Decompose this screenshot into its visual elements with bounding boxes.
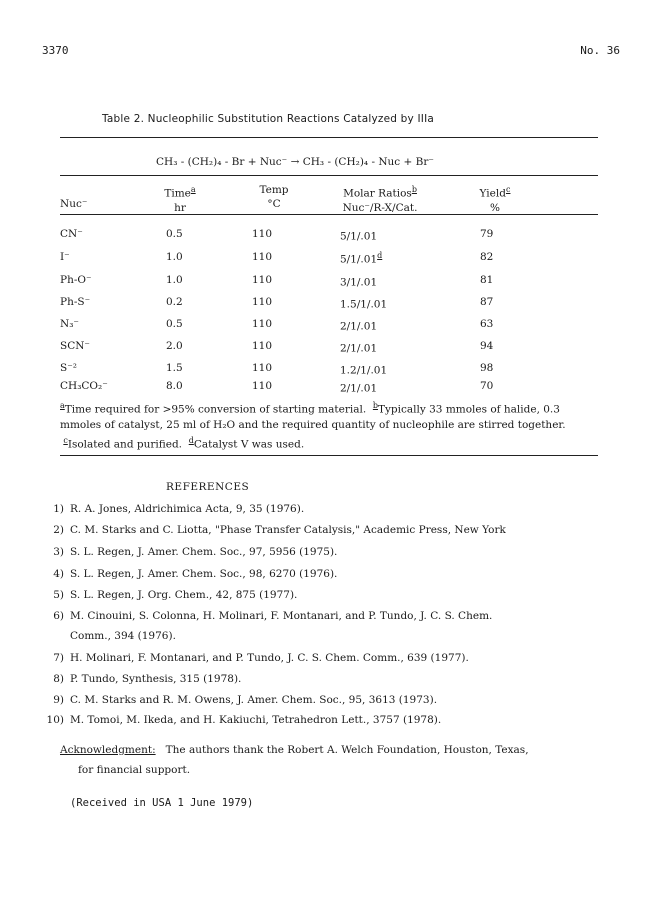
page-number: 3370: [42, 44, 69, 57]
acknowledgment: [60, 740, 620, 780]
reference-item: 10) M. Tomoi, M. Ikeda, and H. Kakiuchi, Tetrahedron Lett., 3757 (1978).: [46, 714, 442, 726]
footnote-c: Isolated and purified.: [67, 438, 183, 450]
table-header-rule: [60, 214, 598, 215]
cell-ratio: 2/1/.01: [340, 320, 378, 333]
col-header-temp: Temp °C: [259, 184, 289, 210]
table-row: [60, 296, 580, 314]
col-header-time: Time$^a$ hr: [164, 185, 196, 214]
cell-temp: 110: [252, 318, 273, 330]
cell-ratio: 1.5/1/.01: [340, 298, 388, 311]
cell-yield: 81: [480, 274, 494, 286]
cell-time: 1.0: [166, 251, 183, 263]
cell-nuc: CN⁻: [60, 228, 83, 240]
reference-item: 2) C. M. Starks and C. Liotta, "Phase Transfer Catalysis," Academic Press, New York: [53, 524, 506, 536]
cell-ratio: 2/1/.01: [340, 382, 378, 395]
cell-nuc: N₃⁻: [60, 318, 79, 330]
cell-nuc: CH₃CO₂⁻: [60, 380, 108, 392]
cell-temp: 110: [252, 362, 273, 374]
table-row: [60, 228, 580, 246]
reference-item: 5) S. L. Regen, J. Org. Chem., 42, 875 (1977).: [53, 589, 298, 601]
reference-item: 4) S. L. Regen, J. Amer. Chem. Soc., 98, 6270 (1976).: [53, 568, 338, 580]
cell-yield: 87: [480, 296, 494, 308]
footnote-a: Time required for >95% conversion of starting material.: [64, 403, 367, 416]
reference-item: 8) P. Tundo, Synthesis, 315 (1978).: [53, 673, 242, 685]
cell-yield: 94: [480, 340, 494, 352]
table-row: [60, 274, 580, 292]
col-header-molar-ratios: Molar Ratios$^b$ Nuc⁻/R-X/Cat.: [342, 185, 418, 214]
col-header-nuc: Nuc⁻: [60, 198, 88, 210]
cell-time: 0.5: [166, 318, 183, 330]
reference-item: 3) S. L. Regen, J. Amer. Chem. Soc., 97, 5956 (1975).: [53, 546, 338, 558]
cell-ratio: 5/1/.01$^d$: [340, 251, 383, 266]
cell-ratio: 2/1/.01: [340, 342, 378, 355]
reference-item: 1) R. A. Jones, Aldrichimica Acta, 9, 35 (1976).: [53, 503, 305, 515]
reaction-equation: CH₃ - (CH₂)₄ - Br + Nuc⁻ → CH₃ - (CH₂)₄ - Nuc + Br⁻: [156, 156, 434, 168]
cell-yield: 98: [480, 362, 494, 374]
cell-nuc: SCN⁻: [60, 340, 90, 352]
reference-item: 7) H. Molinari, F. Montanari, and P. Tundo, J. C. S. Chem. Comm., 639 (1977).: [53, 652, 469, 664]
received-date: (Received in USA 1 June 1979): [70, 797, 254, 809]
cell-ratio: 5/1/.01: [340, 230, 378, 243]
cell-yield: 70: [480, 380, 494, 392]
acknowledgment-text: The authors thank the Robert A. Welch Foundation, Houston, Texas,: [165, 744, 529, 756]
table-row: [60, 340, 580, 358]
cell-time: 2.0: [166, 340, 183, 352]
cell-nuc: Ph-S⁻: [60, 296, 91, 308]
cell-nuc: Ph-O⁻: [60, 274, 92, 286]
table-row: [60, 380, 580, 398]
journal-issue-number: No. 36: [580, 44, 620, 57]
footnote-mark-a: a: [60, 401, 65, 410]
footnote-d: Catalyst V was used.: [193, 438, 305, 450]
cell-ratio: 3/1/.01: [340, 276, 378, 289]
cell-nuc: S⁻²: [60, 362, 77, 374]
cell-time: 0.5: [166, 228, 183, 240]
footnote-mark-c: c: [63, 435, 68, 445]
cell-time: 8.0: [166, 380, 183, 392]
cell-nuc: I⁻: [60, 251, 70, 263]
reference-item-continued: Comm., 394 (1976).: [70, 630, 176, 642]
cell-time: 1.0: [166, 274, 183, 286]
table-caption: Table 2. Nucleophilic Substitution Reactions Catalyzed by IIIa: [102, 113, 434, 125]
cell-temp: 110: [252, 228, 273, 240]
reference-item: 6) M. Cinouini, S. Colonna, H. Molinari, F. Montanari, and P. Tundo, J. C. S. Chem.: [53, 610, 493, 622]
footnote-mark-d: d: [188, 435, 194, 445]
cell-temp: 110: [252, 380, 273, 392]
table-equation-rule: [60, 175, 598, 176]
cell-temp: 110: [252, 340, 273, 352]
references-heading: REFERENCES: [166, 481, 250, 493]
cell-yield: 79: [480, 228, 494, 240]
footnote-b: Typically 33 mmoles of halide, 0.3 mmoles of catalyst, 25 ml of H₂O and the required quantity of nucleophile are stirred together.: [60, 403, 566, 431]
cell-time: 0.2: [166, 296, 183, 308]
cell-temp: 110: [252, 296, 273, 308]
acknowledgment-lead: Acknowledgment:: [60, 744, 156, 756]
cell-time: 1.5: [166, 362, 183, 374]
table-row: [60, 251, 580, 269]
cell-temp: 110: [252, 274, 273, 286]
col-header-yield: Yield$^c$ %: [479, 185, 511, 214]
cell-ratio: 1.2/1/.01: [340, 364, 388, 377]
table-footnotes: [60, 398, 595, 452]
table-row: [60, 362, 580, 380]
cell-temp: 110: [252, 251, 273, 263]
table-bottom-rule: [60, 455, 598, 456]
table-row: [60, 318, 580, 336]
table-top-rule: [60, 137, 598, 138]
cell-yield: 63: [480, 318, 494, 330]
acknowledgment-text-continued: for financial support.: [78, 764, 191, 776]
reference-item: 9) C. M. Starks and R. M. Owens, J. Amer. Chem. Soc., 95, 3613 (1973).: [53, 694, 438, 706]
footnote-mark-b: b: [372, 401, 378, 410]
cell-yield: 82: [480, 251, 494, 263]
